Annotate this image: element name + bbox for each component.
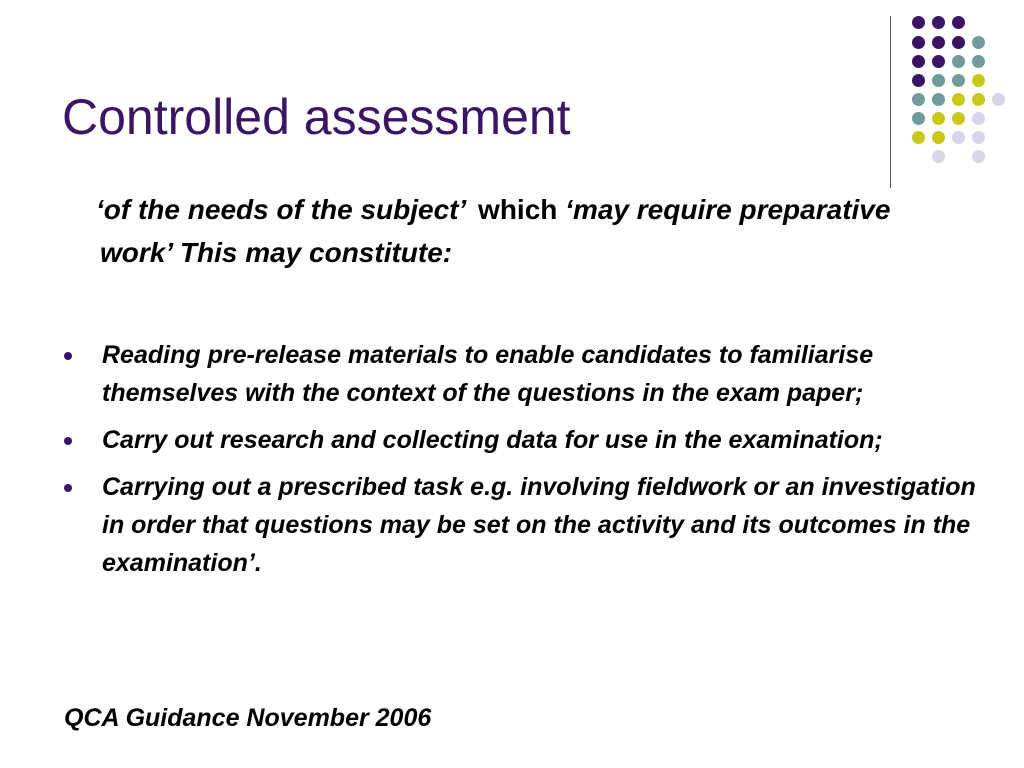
intro-paragraph bbox=[96, 188, 960, 274]
decorative-dot bbox=[932, 36, 945, 49]
bullet-marker bbox=[64, 484, 72, 492]
decorative-dot bbox=[952, 55, 965, 68]
decorative-dot bbox=[992, 93, 1005, 106]
decorative-dot bbox=[912, 36, 925, 49]
decorative-dot bbox=[932, 131, 945, 144]
decorative-dot bbox=[912, 55, 925, 68]
decorative-dot bbox=[952, 36, 965, 49]
intro-quote-2: ‘may require preparative work’ This may constitute: bbox=[100, 194, 891, 268]
decorative-dot bbox=[972, 131, 985, 144]
decorative-dot bbox=[912, 16, 925, 29]
decorative-dot bbox=[972, 112, 985, 125]
bullet-marker bbox=[64, 437, 72, 445]
decorative-dot bbox=[952, 16, 965, 29]
bullet-item bbox=[0, 468, 1024, 582]
intro-connector: which bbox=[470, 194, 566, 225]
decorative-dot bbox=[952, 93, 965, 106]
bullet-item bbox=[0, 336, 1024, 412]
decorative-dot-grid bbox=[0, 0, 1024, 200]
bullet-marker bbox=[64, 352, 72, 360]
decorative-dot bbox=[932, 93, 945, 106]
decorative-dot bbox=[952, 74, 965, 87]
bullet-item bbox=[0, 421, 1024, 459]
decorative-dot bbox=[912, 112, 925, 125]
decorative-dot bbox=[932, 16, 945, 29]
decorative-dot bbox=[952, 112, 965, 125]
decorative-dot bbox=[912, 74, 925, 87]
decorative-dot bbox=[912, 131, 925, 144]
decorative-dot bbox=[972, 36, 985, 49]
decorative-dot bbox=[972, 150, 985, 163]
decorative-dot bbox=[972, 74, 985, 87]
decorative-dot bbox=[952, 131, 965, 144]
bullet-text: Carrying out a prescribed task e.g. involving fieldwork or an investigation in order that questions may be set on the activity and its outcomes in the examination’. bbox=[102, 473, 976, 577]
intro-quote-1: ‘of the needs of the subject’ bbox=[96, 194, 467, 225]
decorative-dot bbox=[932, 74, 945, 87]
decorative-dot bbox=[932, 112, 945, 125]
source-citation: QCA Guidance November 2006 bbox=[64, 704, 432, 732]
bullet-text: Carry out research and collecting data for use in the examination; bbox=[102, 426, 883, 454]
decorative-dot bbox=[972, 93, 985, 106]
decorative-dot bbox=[972, 55, 985, 68]
bullet-text: Reading pre-release materials to enable candidates to familiarise themselves with the context of the questions in the exam paper; bbox=[102, 341, 874, 407]
decorative-dot bbox=[912, 93, 925, 106]
decorative-dot bbox=[932, 55, 945, 68]
decorative-dot bbox=[932, 150, 945, 163]
bullet-list bbox=[0, 336, 1024, 591]
slide-title: Controlled assessment bbox=[62, 89, 571, 145]
